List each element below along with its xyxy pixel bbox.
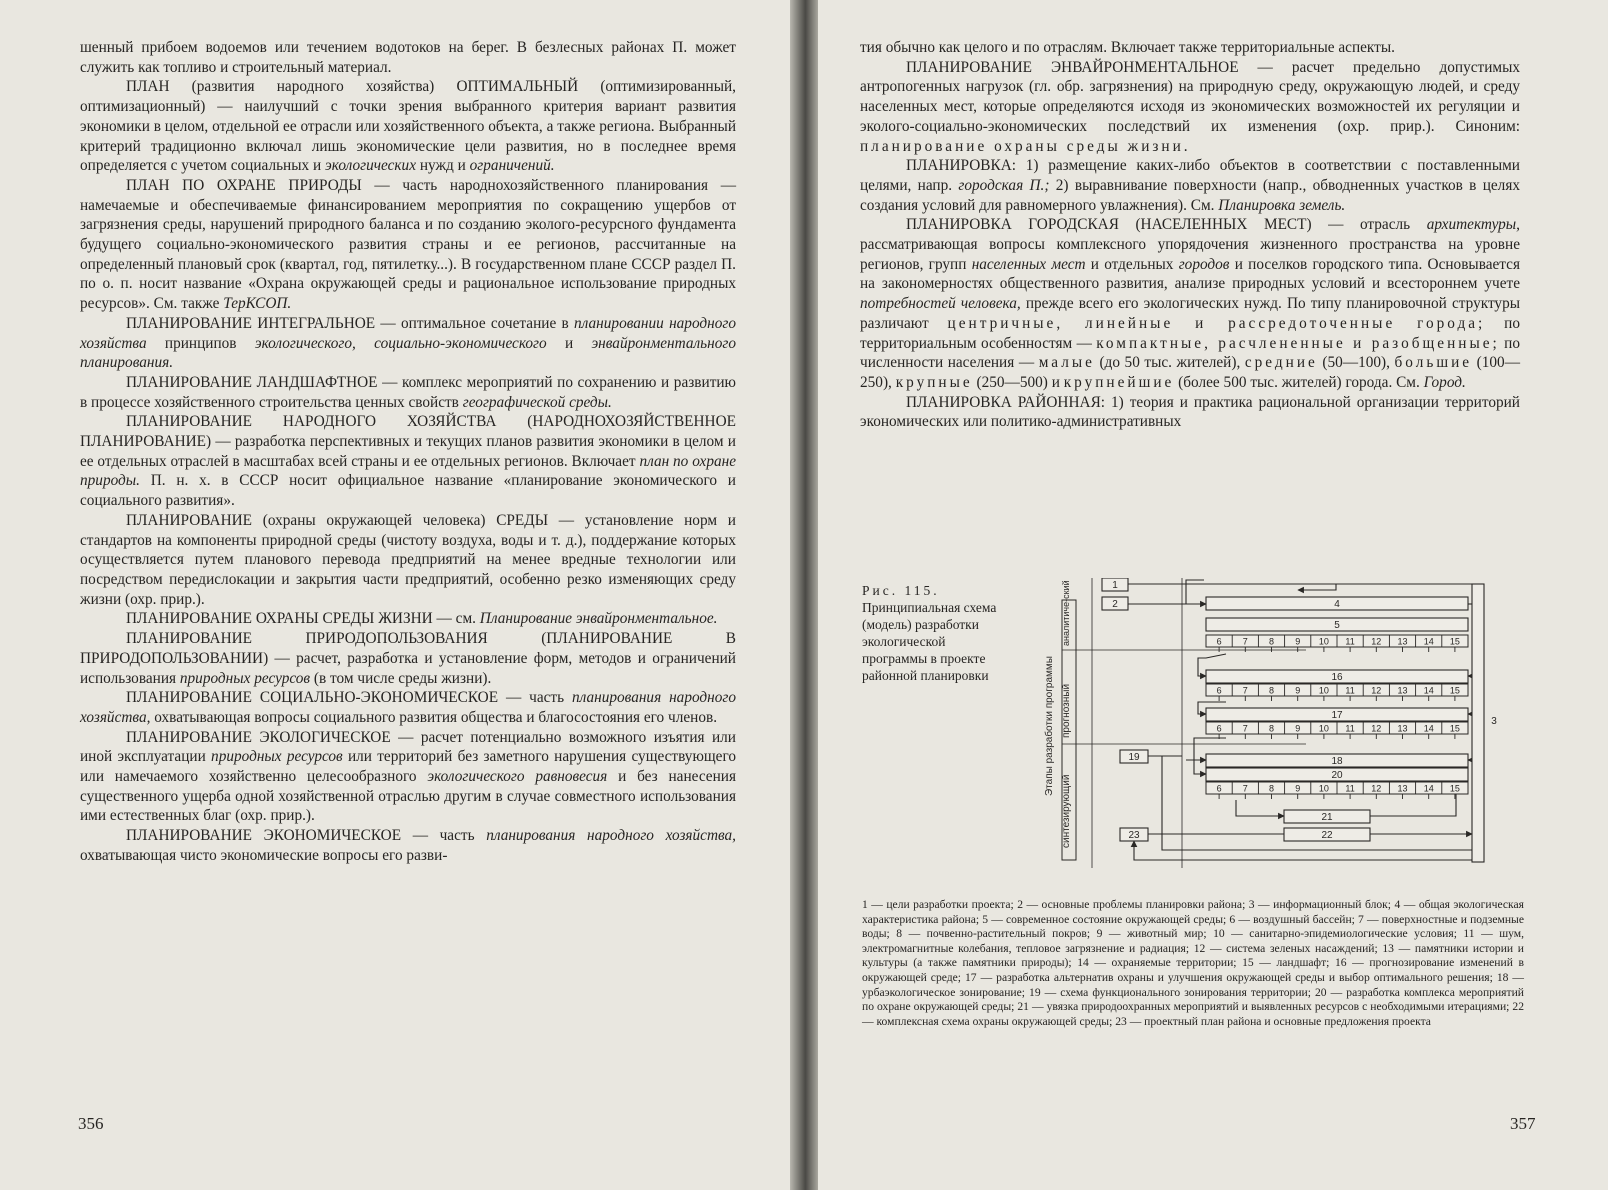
- row-cell-number: 13: [1397, 723, 1408, 734]
- characteristic-label: 4: [1334, 599, 1340, 610]
- text-run: ПЛАНИРОВАНИЕ ЭНВАЙРОНМЕНТАЛЬНОЕ — расчет предельно допустимых антропогенных нагрузок (гл. обр. загрязнения) на природную среду, окружающую людей, и среду населенных мест, которые определяются исходя из экономических возможностей их регуляции и эколого-социально-экономических последствий их изменения (охр. прир.). Синоним:: [860, 58, 1520, 135]
- text-run: рассматривающая вопросы комплексного упорядочения жизненного пространства на уровне регионов, групп: [860, 236, 1520, 273]
- right-text-column: [860, 38, 1520, 432]
- text-run: (250—500) и: [972, 373, 1064, 391]
- text-run: и: [546, 334, 592, 352]
- info-block-label: 3: [1491, 716, 1497, 727]
- stage-forecast-label: прогнозный: [1061, 683, 1072, 738]
- row-cell-number: 15: [1449, 783, 1460, 794]
- text-run: П. н. х. в СССР носит официальное название «планирование экономического и социального развития».: [80, 472, 736, 510]
- text-run: шенный прибоем водоемов или течением водотоков на берег. В безлесных районах П. может служить как топливо и строительный материал.: [80, 39, 736, 76]
- row-cell-number: 7: [1242, 685, 1248, 696]
- project-plan-label: 23: [1128, 830, 1140, 841]
- row-cell-number: 11: [1345, 723, 1355, 734]
- text-run: крупные: [895, 373, 973, 391]
- row-cell-number: 10: [1318, 685, 1329, 696]
- row-cell-number: 14: [1423, 636, 1434, 647]
- row-cell-number: 6: [1216, 783, 1222, 794]
- right-page: [818, 0, 1608, 1190]
- functional-zoning-label: 19: [1128, 752, 1140, 763]
- forecast-label: 16: [1331, 672, 1343, 683]
- row-cell-number: 7: [1242, 636, 1248, 647]
- text-run: городов: [1178, 255, 1230, 273]
- paragraph: [860, 38, 1520, 58]
- text-run: природных ресурсов: [211, 748, 343, 766]
- figure-caption-lead: Рис. 115.: [862, 583, 940, 598]
- row-cell-number: 10: [1318, 723, 1329, 734]
- text-run: ТерКСОП.: [223, 295, 292, 313]
- text-run: 2) выравнивание поверхности (напр., обводненных участков в целях создания условий для равномерного увлажнения). См.: [860, 176, 1520, 214]
- text-run: экологического равновесия: [427, 768, 608, 786]
- text-run: экологических: [325, 157, 416, 175]
- row-cell-number: 15: [1449, 723, 1460, 734]
- text-run: архитектуры,: [1426, 216, 1520, 234]
- text-run: ПЛАНИРОВАНИЕ ОХРАНЫ СРЕДЫ ЖИЗНИ — см.: [126, 610, 480, 628]
- text-run: (100—250),: [860, 354, 1521, 391]
- text-run: ПЛАН ПО ОХРАНЕ ПРИРОДЫ — часть народнохозяйственного планирования — намечаемые и обеспечиваемые финансированием мероприятия по сокращению ущербов от загрязнения среды, нарушений природного баланса и по созданию эколого-ресурсного фундамента будущего социально-экономического развития страны и ее регионов, рассчитанные на определенный плановый срок (квартал, год, пятилетку...). В государственном плане СССР раздел П. по о. п. носит название «Охрана окружающей среды и рациональное использование природных ресурсов». См. также: [80, 176, 736, 313]
- book-gutter: [790, 0, 818, 1190]
- row-cell-number: 9: [1295, 783, 1301, 794]
- current-state-label: 5: [1334, 620, 1340, 631]
- text-run: городская П.;: [958, 176, 1050, 194]
- complex-scheme-label: 22: [1321, 830, 1333, 841]
- text-run: охватывающая вопросы социального развития общества и благосостояния его членов.: [150, 708, 718, 726]
- text-run: ПЛАНИРОВАНИЕ ЭКОНОМИЧЕСКОЕ — часть: [126, 827, 487, 845]
- problems-label: 2: [1112, 599, 1118, 610]
- text-run: нужд и: [416, 157, 470, 175]
- text-run: ПЛАНИРОВАНИЕ ИНТЕГРАЛЬНОЕ — оптимальное сочетание в: [126, 314, 575, 332]
- paragraph: [80, 826, 736, 865]
- row-cell-number: 7: [1242, 783, 1248, 794]
- text-run: (50—100),: [1317, 354, 1395, 372]
- row-cell-number: 6: [1216, 636, 1222, 647]
- figure-caption: [862, 582, 1012, 684]
- row-cell-number: 6: [1216, 723, 1222, 734]
- stage-synthesis-label: синтезирующий: [1061, 774, 1072, 848]
- text-run: тия обычно как целого и по отраслям. Включает также территориальные аспекты.: [860, 39, 1395, 56]
- row-cell-number: 15: [1449, 636, 1460, 647]
- text-run: и отдельных: [1085, 255, 1179, 273]
- row-cell-number: 11: [1345, 783, 1355, 794]
- row-cell-number: 14: [1423, 685, 1434, 696]
- row-cell-number: 12: [1371, 685, 1382, 696]
- text-run: малые: [1038, 354, 1095, 372]
- row-cell-number: 11: [1345, 685, 1355, 696]
- row-cell-number: 11: [1345, 636, 1355, 647]
- text-run: потребностей человека,: [860, 295, 1021, 313]
- paragraph: [80, 314, 736, 373]
- left-page: [0, 0, 790, 1190]
- text-run: планировании народного хозяйства: [80, 314, 736, 352]
- row-cell-number: 12: [1371, 636, 1382, 647]
- text-run: по территориальным особенностям —: [860, 314, 1520, 352]
- paragraph: [860, 393, 1520, 432]
- paragraph: [80, 412, 736, 511]
- flow-line: [1298, 584, 1336, 590]
- program-scheme-diagram: [1036, 578, 1526, 888]
- resource-link-label: 21: [1321, 812, 1333, 823]
- row-cell-number: 12: [1371, 723, 1382, 734]
- page-number: 356: [78, 1114, 104, 1133]
- text-run: компактные, расчлененные и разобщенные;: [1096, 334, 1500, 352]
- text-run: большие: [1394, 354, 1473, 372]
- text-run: экологического, социально-экономического: [254, 334, 547, 352]
- text-run: или территорий без заметного нарушения существующего или намечаемого хозяйственно целесообразного: [80, 748, 736, 786]
- text-run: ПЛАНИРОВАНИЕ ПРИРОДОПОЛЬЗОВАНИЯ (ПЛАНИРОВАНИЕ В ПРИРОДОПОЛЬЗОВАНИИ) — расчет, разработка и установление форм, методов и ограничений использования: [80, 630, 736, 687]
- text-run: (в том числе среды жизни).: [310, 669, 492, 687]
- goal-label: 1: [1112, 580, 1118, 591]
- flow-line: [1236, 800, 1284, 816]
- row-cell-number: 8: [1268, 685, 1275, 696]
- row-cell-number: 6: [1216, 685, 1222, 696]
- paragraph: [80, 688, 736, 727]
- row-cell-number: 12: [1371, 783, 1382, 794]
- info-block: [1472, 584, 1484, 862]
- text-run: планирование охраны среды жизни.: [860, 137, 1191, 155]
- row-cell-number: 9: [1295, 685, 1301, 696]
- text-run: Планировка земель.: [1218, 196, 1346, 214]
- paragraph: [80, 629, 736, 688]
- figure-caption-text: Принципиальная схема (модель) разработки экологической программы в проекте районной планировки: [862, 600, 997, 683]
- row-cell-number: 8: [1268, 636, 1275, 647]
- zoning-label: 18: [1331, 756, 1343, 767]
- text-run: ПЛАН (развития народного хозяйства) ОПТИМАЛЬНЫЙ (оптимизированный, оптимизационный) — наилучший с точки зрения выбранного критерия вариант развития экономики в целом, отдельной ее отрасли или хозяйственного объекта, а также региона. Выбранный критерий традиционно включал лишь экономические цели развития, но в последнее время определяется с учетом социальных и: [80, 78, 736, 175]
- left-text-column: [80, 38, 736, 866]
- text-run: план по охране природы.: [80, 452, 736, 490]
- paragraph: [80, 728, 736, 827]
- text-run: ПЛАНИРОВКА РАЙОННАЯ: 1) теория и практика рациональной организации территорий экономических или политико-административных: [860, 393, 1520, 431]
- row-cell-number: 7: [1242, 723, 1248, 734]
- text-run: ограничений.: [469, 157, 555, 175]
- row-cell-number: 14: [1423, 723, 1434, 734]
- figure-legend: 1 — цели разработки проекта; 2 — основные проблемы планировки района; 3 — информационный блок; 4 — общая экологическая характеристика района; 5 — современное состояние окружающей среды; 6 — воздушный бассейн; 7 — поверхностные и подземные воды; 8 — почвенно-растительный покров; 9 — животный мир; 10 — санитарно-эпидемиологические условия; 11 — шум, электромагнитные колебания, тепловое загрязнение и радиация; 12 — система зеленых насаждений; 13 — памятники истории и культуры (а также памятники природы); 14 — охраняемые территории; 15 — ландшафт; 16 — прогнозирование изменений в окружающей среде; 17 — разработка альтернатив охраны и улучшения окружающей среды и выбор оптимального решения; 18 — урбаэкологическое зонирование; 19 — схема функционального зонирования территории; 20 — разработка комплекса мероприятий по охране окружающей среды; 21 — увязка природоохранных мероприятий и выявленных ресурсов с необходимыми итерациями; 22 — комплексная схема охраны окружающей среды; 23 — проектный план района и основные предложения проекта: [862, 898, 1524, 1028]
- text-run: (до 50 тыс. жителей),: [1094, 354, 1245, 372]
- text-run: и без нанесения существенного ущерба одной хозяйственной отраслью другим в случае совместного использования ими естественных благ (охр. прир.).: [80, 768, 737, 825]
- text-run: центричные, линейные и рассредоточенные города;: [947, 314, 1486, 332]
- text-run: ПЛАНИРОВКА ГОРОДСКАЯ (НАСЕЛЕННЫХ МЕСТ) — отрасль: [906, 216, 1427, 234]
- text-run: ПЛАНИРОВАНИЕ (охраны окружающей человека) СРЕДЫ — установление норм и стандартов на компоненты природной среды (чистоту воздуха, воды и т. д.), поддержание которых осуществляется путем планового перевода предприятий на менее вредные технологии или посредством передислокации и закрытия части предприятий, особенно резко изменяющих среду жизни (охр. прир.).: [80, 511, 736, 608]
- paragraph: [860, 215, 1520, 392]
- row-cell-number: 10: [1318, 783, 1329, 794]
- paragraph: [80, 176, 736, 314]
- text-run: планирования народного хозяйства,: [486, 827, 737, 845]
- paragraph: [860, 58, 1520, 157]
- stage-axis-label: Этапы разработки программы: [1044, 656, 1055, 796]
- text-run: населенных мест: [971, 255, 1086, 273]
- text-run: планирования народного хозяйства,: [80, 689, 737, 726]
- row-cell-number: 13: [1397, 685, 1408, 696]
- text-run: средние: [1244, 354, 1318, 372]
- paragraph: [80, 609, 736, 629]
- paragraph: [860, 156, 1520, 215]
- row-cell-number: 13: [1397, 783, 1408, 794]
- text-run: принципов: [146, 334, 255, 352]
- text-run: ПЛАНИРОВКА: 1) размещение каких-либо объектов в соответствии с поставленными целями, напр.: [860, 157, 1520, 194]
- row-cell-number: 8: [1268, 723, 1275, 734]
- text-run: энвайронментального планирования.: [80, 334, 736, 372]
- text-run: ПЛАНИРОВАНИЕ ЛАНДШАФТНОЕ — комплекс мероприятий по сохранению и развитию в процессе хозяйственного строительства ценных свойств: [80, 373, 736, 411]
- row-cell-number: 13: [1397, 636, 1408, 647]
- paragraph: [80, 511, 736, 610]
- paragraph: [80, 373, 736, 412]
- text-run: ПЛАНИРОВАНИЕ СОЦИАЛЬНО-ЭКОНОМИЧЕСКОЕ — часть: [126, 689, 572, 707]
- row-cell-number: 8: [1268, 783, 1275, 794]
- text-run: ПЛАНИРОВАНИЕ НАРОДНОГО ХОЗЯЙСТВА (НАРОДНОХОЗЯЙСТВЕННОЕ ПЛАНИРОВАНИЕ) — разработка перспективных и текущих планов развития экономики в целом и ее отдельных отраслей в масштабах всей страны и ее отдельных регионов. Включает: [80, 413, 736, 470]
- text-run: ПЛАНИРОВАНИЕ ЭКОЛОГИЧЕСКОЕ — расчет потенциально возможного изъятия или иной эксплуатации: [80, 728, 736, 766]
- text-run: и поселков городского типа. Основывается на закономерностях общественного развития, анализе природных условий и всестороннем учете: [860, 255, 1520, 293]
- measures-label: 20: [1331, 770, 1343, 781]
- text-run: по численности населения —: [860, 334, 1520, 372]
- paragraph: [80, 77, 736, 176]
- text-run: географической среды.: [462, 393, 612, 411]
- text-run: природных ресурсов: [179, 669, 311, 687]
- paragraph: [80, 38, 736, 77]
- row-cell-number: 9: [1295, 723, 1301, 734]
- text-run: Город.: [1423, 373, 1466, 391]
- page-number: 357: [1510, 1114, 1536, 1133]
- text-run: (более 500 тыс. жителей) города. См.: [1174, 373, 1424, 391]
- text-run: прежде всего его экологических нужд. По типу планировочной структуры различают: [860, 295, 1521, 332]
- alternatives-label: 17: [1331, 710, 1343, 721]
- row-cell-number: 14: [1423, 783, 1434, 794]
- text-run: крупнейшие: [1063, 373, 1175, 391]
- row-cell-number: 9: [1295, 636, 1301, 647]
- text-run: Планирование энвайронментальное.: [479, 610, 718, 628]
- row-cell-number: 15: [1449, 685, 1460, 696]
- row-cell-number: 10: [1318, 636, 1329, 647]
- text-run: охватывающая чисто экономические вопросы его разви-: [80, 846, 448, 864]
- stage-analytic-label: аналитиче-ский: [1061, 580, 1071, 646]
